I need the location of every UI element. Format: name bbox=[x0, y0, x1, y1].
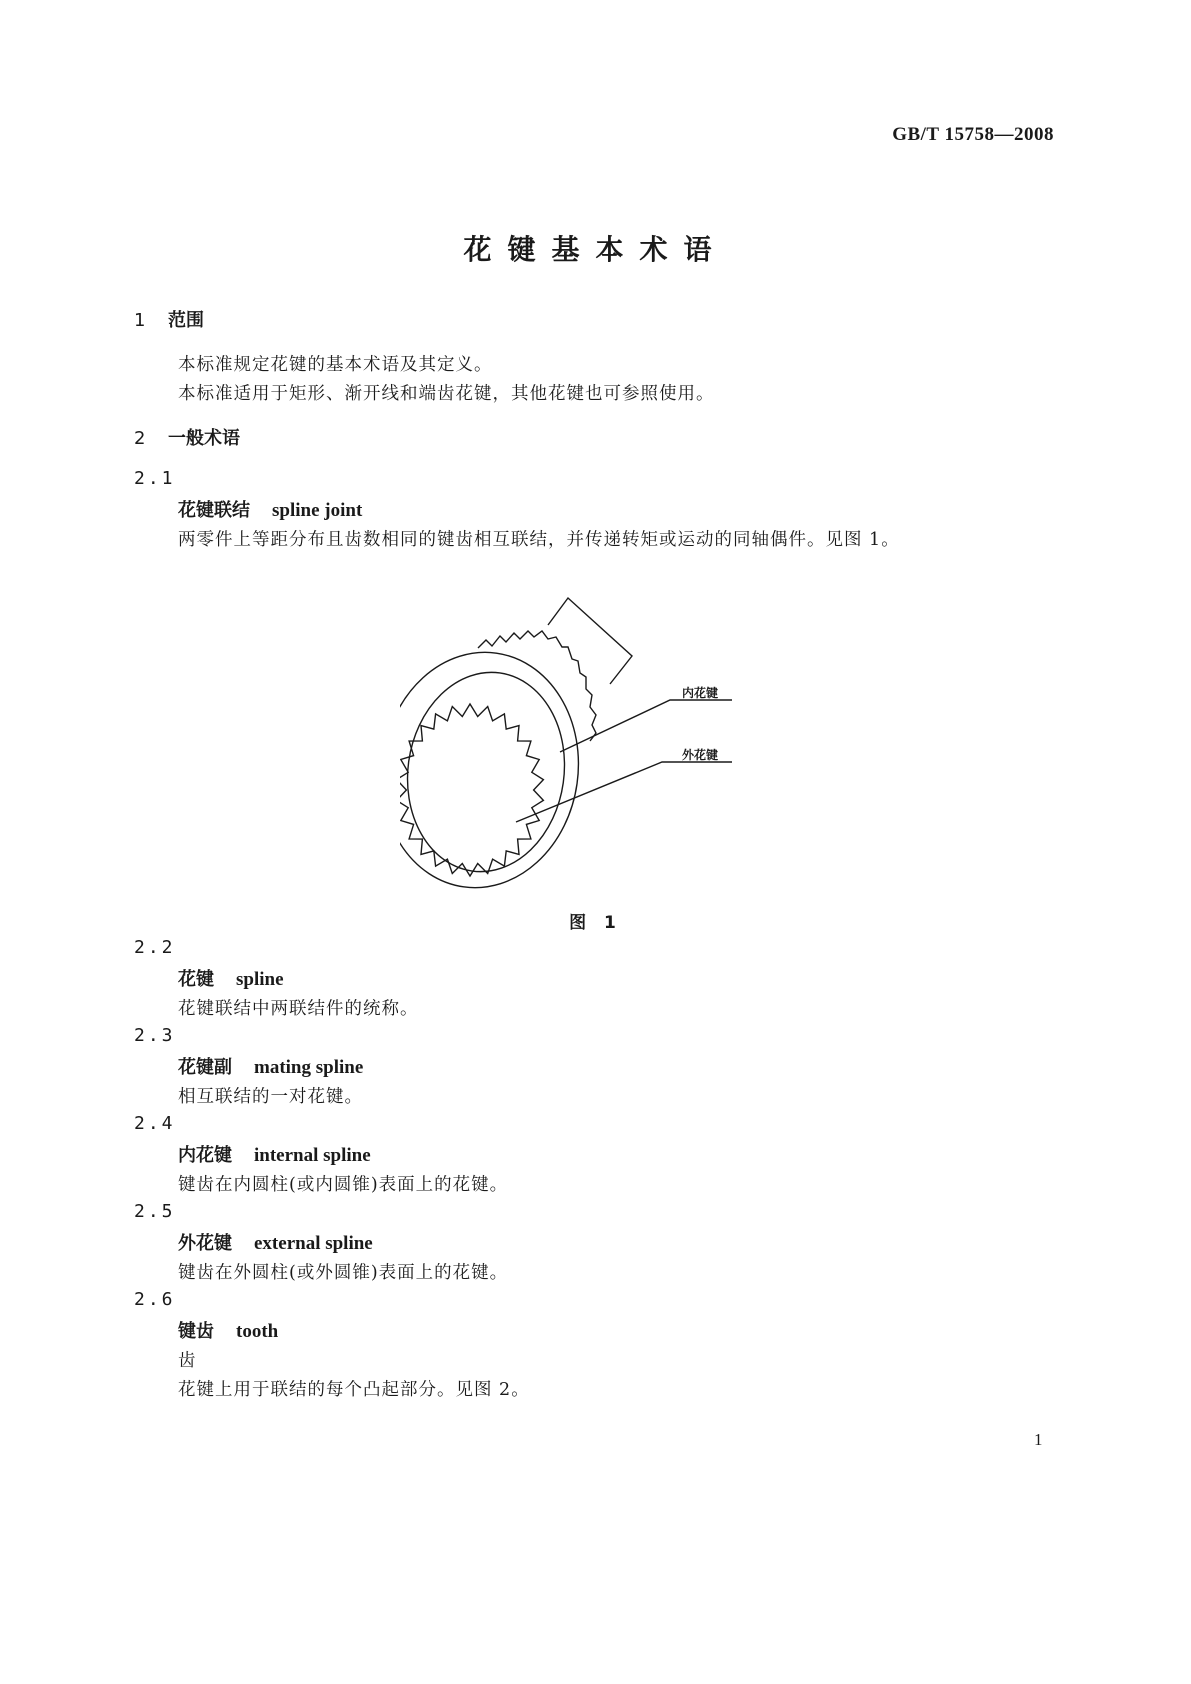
section-number: 2 bbox=[134, 428, 146, 449]
external-spline-label: 外花键 bbox=[682, 748, 719, 762]
clause-number: 2.1 bbox=[134, 468, 176, 489]
external-spline-leader bbox=[516, 762, 732, 822]
scope-paragraph-1: 本标准规定花键的基本术语及其定义。 bbox=[178, 355, 493, 375]
internal-spline-teeth bbox=[400, 704, 543, 876]
term-heading bbox=[178, 1317, 278, 1343]
clause-number: 2.6 bbox=[134, 1289, 176, 1310]
term-zh: 外花键 bbox=[178, 1233, 232, 1254]
clause-number: 2.2 bbox=[134, 937, 176, 958]
term-definition: 花键联结中两联结件的统称。 bbox=[178, 999, 419, 1019]
clause-number: 2.5 bbox=[134, 1201, 176, 1222]
term-heading bbox=[178, 965, 284, 991]
term-heading bbox=[178, 1053, 363, 1079]
page-number: 1 bbox=[1034, 1430, 1043, 1449]
term-definition: 两零件上等距分布且齿数相同的键齿相互联结，并传递转矩或运动的同轴偶件。见图 1。 bbox=[178, 530, 900, 550]
term-en: mating spline bbox=[254, 1057, 364, 1078]
internal-spline-leader bbox=[560, 700, 732, 752]
term-definition: 键齿在外圆柱(或外圆锥)表面上的花键。 bbox=[178, 1263, 509, 1283]
term-zh: 键齿 bbox=[178, 1321, 214, 1342]
term-en: spline joint bbox=[272, 500, 363, 521]
term-heading bbox=[178, 1141, 371, 1167]
term-en: spline bbox=[236, 969, 284, 990]
term-heading bbox=[178, 496, 362, 522]
term-en: tooth bbox=[236, 1321, 279, 1342]
clause-number: 2.4 bbox=[134, 1113, 176, 1134]
term-synonym: 齿 bbox=[178, 1351, 197, 1371]
term-zh: 花键联结 bbox=[178, 500, 250, 521]
document-title: 花键基本术语 bbox=[463, 233, 728, 266]
figure-caption: 图 1 bbox=[569, 913, 622, 933]
term-zh: 花键副 bbox=[178, 1057, 232, 1078]
spline-joint-figure bbox=[400, 590, 800, 890]
scope-paragraph-2: 本标准适用于矩形、渐开线和端齿花键，其他花键也可参照使用。 bbox=[178, 384, 715, 404]
section-1-heading bbox=[134, 306, 204, 332]
term-en: external spline bbox=[254, 1233, 373, 1254]
standard-code: GB/T 15758—2008 bbox=[892, 124, 1054, 145]
section-2-heading bbox=[134, 424, 240, 450]
section-title: 范围 bbox=[168, 310, 204, 331]
term-definition: 相互联结的一对花键。 bbox=[178, 1087, 363, 1107]
section-number: 1 bbox=[134, 310, 146, 331]
term-definition: 花键上用于联结的每个凸起部分。见图 2。 bbox=[178, 1380, 530, 1400]
internal-spline-label: 内花键 bbox=[682, 686, 719, 700]
clause-number: 2.3 bbox=[134, 1025, 176, 1046]
shaft-outline bbox=[548, 598, 632, 684]
term-zh: 花键 bbox=[178, 969, 214, 990]
term-en: internal spline bbox=[254, 1145, 371, 1166]
term-definition: 键齿在内圆柱(或内圆锥)表面上的花键。 bbox=[178, 1175, 509, 1195]
term-zh: 内花键 bbox=[178, 1145, 232, 1166]
internal-spline-face bbox=[400, 662, 577, 882]
term-heading bbox=[178, 1229, 373, 1255]
section-title: 一般术语 bbox=[168, 428, 240, 449]
external-spline-teeth bbox=[478, 631, 596, 741]
